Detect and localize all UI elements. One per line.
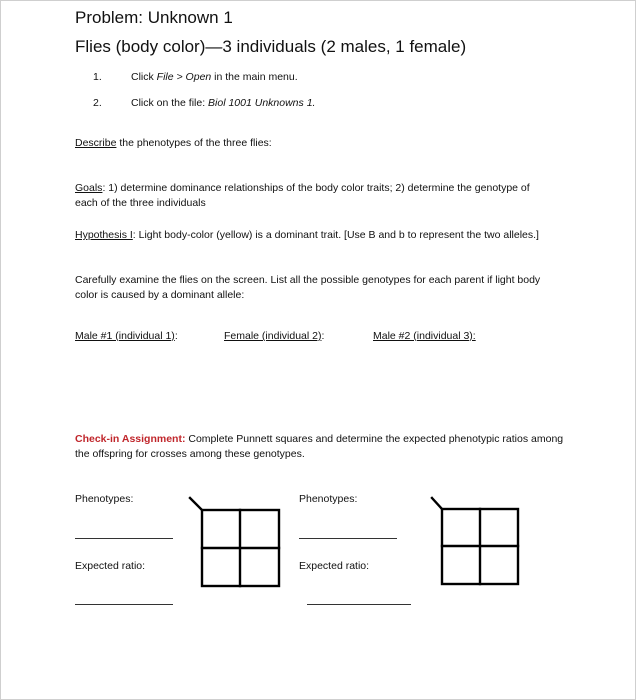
checkin-paragraph: Check-in Assignment: Complete Punnett squares and determine the expected phenotypic ratios among the offspring for crosses among these genotypes. [75, 433, 564, 460]
page-title: Problem: Unknown 1 [75, 8, 233, 27]
step-text: Click File > Open in the main menu. [131, 71, 298, 83]
expected-ratio-label: Expected ratio: [75, 560, 146, 572]
step-text: Click on the file: Biol 1001 Unknowns 1. [131, 97, 316, 109]
female-label: Female (individual 2): [224, 330, 325, 342]
describe-prompt: Describe the phenotypes of the three flies: [75, 137, 272, 149]
expected-ratio-label: Expected ratio: [299, 560, 370, 572]
instructions-paragraph: Carefully examine the flies on the screen. List all the possible genotypes for each parent if light body color is caused by a dominant allele: [75, 274, 541, 301]
expected-ratio-blank[interactable] [75, 604, 173, 605]
page-subtitle: Flies (body color)—3 individuals (2 males, 1 female) [75, 37, 467, 56]
hypothesis-paragraph: Hypothesis I: Light body-color (yellow) is a dominant trait. [Use B and b to represent the two alleles.] [75, 229, 539, 241]
phenotypes-label: Phenotypes: [299, 493, 358, 505]
punnett-diagonal [190, 498, 202, 510]
phenotypes-label: Phenotypes: [75, 493, 134, 505]
phenotypes-blank[interactable] [299, 538, 397, 539]
expected-ratio-blank[interactable] [307, 604, 411, 605]
goals-paragraph: Goals: 1) determine dominance relationships of the body color traits; 2) determine the genotype of each of the three individuals [75, 182, 530, 209]
punnett-diagonal [432, 498, 442, 509]
punnett-square[interactable] [185, 492, 285, 592]
phenotypes-blank[interactable] [75, 538, 173, 539]
male2-label: Male #2 (individual 3): [373, 330, 476, 342]
step-number: 1. [93, 71, 102, 83]
male1-label: Male #1 (individual 1): [75, 330, 178, 342]
punnett-square[interactable] [427, 492, 527, 592]
step-number: 2. [93, 97, 102, 109]
